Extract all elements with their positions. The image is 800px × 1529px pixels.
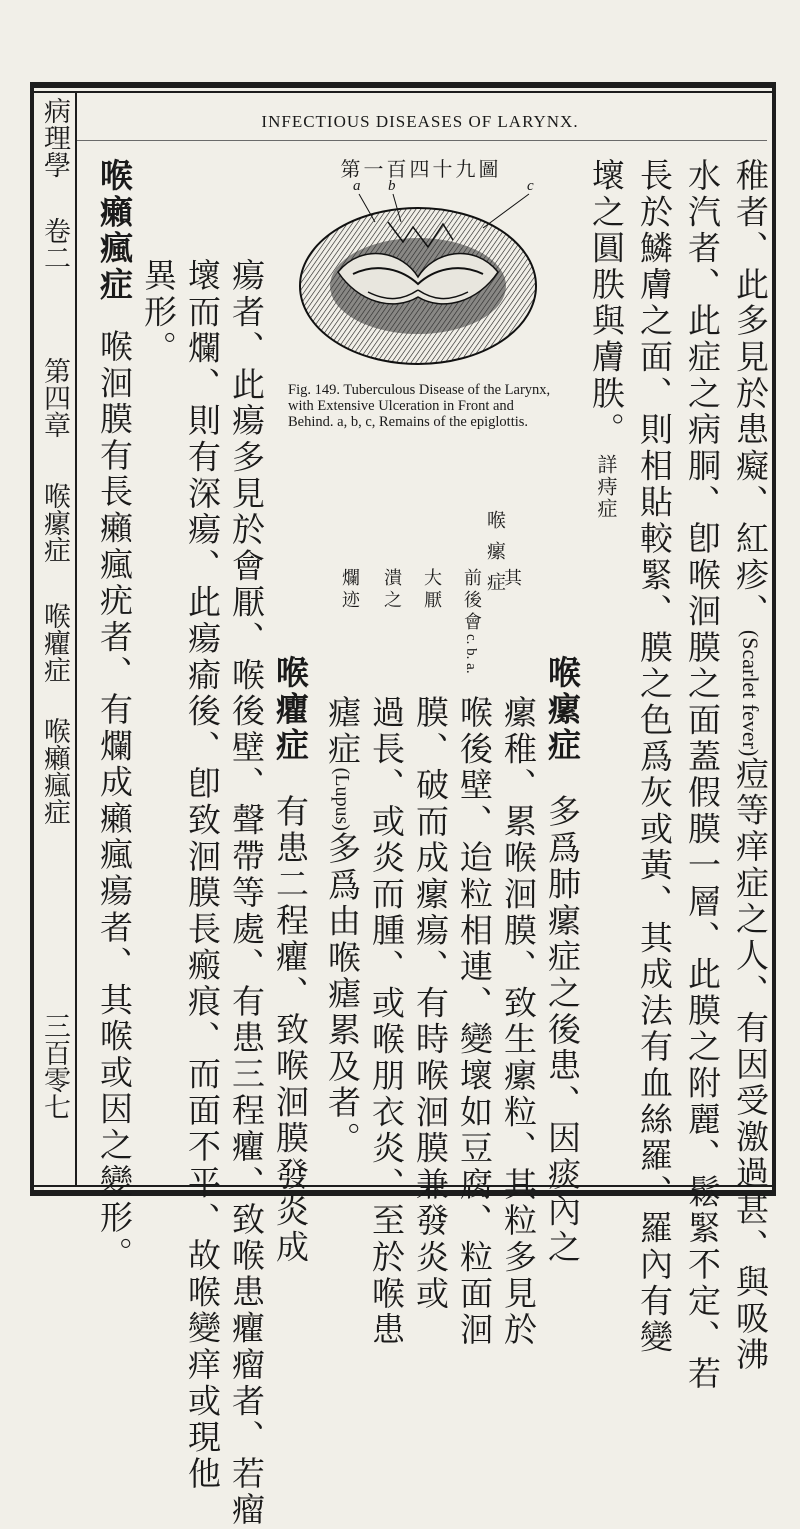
- legend-title: 喉瘰症: [484, 510, 506, 603]
- side-topic-tuberculosis: 喉瘰症: [39, 482, 70, 563]
- side-book-title: 病理學: [39, 97, 70, 178]
- page-border-right: [772, 82, 776, 1196]
- leprosy-column: 喉癩瘋症喉洄膜有長癩瘋疣者、有爛成癩瘋瘍者、其喉或因之變形。: [95, 158, 134, 1274]
- legend-item-4: 潰之: [381, 568, 402, 612]
- legend-item-1: 其: [501, 568, 522, 590]
- detail-note: 詳痔症: [594, 454, 618, 521]
- leprosy-heading: 喉癩瘋症: [95, 158, 134, 304]
- side-chapter: 第四章: [39, 357, 70, 438]
- larynx-illustration: [293, 178, 543, 382]
- side-topic-syphilis: 喉癯症: [39, 602, 70, 683]
- legend-item-5: 爛迹: [339, 568, 360, 612]
- body-column-4: 壞之圓胅與膚胅。詳痔症: [587, 158, 626, 521]
- tuberculosis-column-4: 膜、破而成瘰瘍、有時喉洄膜兼發炎或: [411, 695, 450, 1313]
- page-border-top: [30, 82, 776, 88]
- legend-item-3: 大厭: [421, 568, 442, 612]
- figure-title: 第一百四十九圖: [340, 157, 502, 181]
- page-border-left: [30, 82, 34, 1196]
- syphilis-column-1: 喉癯症有患二程癯、致喉洄膜發炎成: [271, 655, 310, 1266]
- side-margin: [36, 97, 72, 1185]
- syphilis-column-4: 異形。: [139, 258, 178, 367]
- header-rule: [77, 140, 767, 141]
- body-column-2: 水汽者、此症之病胴、卽喉洄膜之面蓋假膜一層、此膜之附麗、鬆緊不定、若: [683, 158, 722, 1393]
- syphilis-heading: 喉癯症: [271, 655, 310, 764]
- margin-rule: [75, 93, 77, 1185]
- tuberculosis-column-5: 過長、或炎而腫、或喉朋衣炎、至於喉患: [367, 695, 406, 1349]
- side-topic-leprosy: 喉癩瘋症: [39, 717, 70, 825]
- syphilis-column-3: 壞而爛、則有深瘍、此瘍瘉後、卽致洄膜長瘢痕、而面不平、故喉變痒或現他: [183, 258, 222, 1493]
- tuberculosis-heading: 喉瘰症: [543, 655, 582, 764]
- tuberculosis-column-2: 瘰稚、累喉洄膜、致生瘰粒、其粒多見於: [499, 695, 538, 1349]
- running-head: INFECTIOUS DISEASES OF LARYNX.: [261, 112, 579, 131]
- lupus-column: 瘧症(Lupus)多爲由喉瘧累及者。: [323, 695, 362, 1158]
- tuberculosis-column-1: 喉瘰症多爲肺瘰症之後患、因痰內之: [543, 655, 582, 1266]
- lupus-term: (Lupus): [331, 767, 353, 831]
- figure-label-c: c: [527, 178, 534, 194]
- tuberculosis-column-3: 喉後壁、迨粒相連、變壞如豆腐、粒面洄: [455, 695, 494, 1349]
- figure-label-a: a: [353, 178, 361, 194]
- scarlet-fever-term: (Scarlet fever): [738, 629, 763, 757]
- legend-item-2: 前後會c. b. a.: [461, 568, 482, 674]
- side-volume: 卷二: [39, 217, 70, 271]
- side-page-number: 三百零七: [39, 1012, 70, 1120]
- page-border-top-inner: [30, 91, 776, 93]
- body-column-1: 稚者、此多見於患癡、紅疹、(Scarlet fever)痘等痒症之人、有因受激過甚、與吸沸: [731, 158, 770, 1374]
- syphilis-column-2: 瘍者、此瘍多見於會厭、喉後壁、聲帶等處、有患三程癯、致喉患癯瘤者、若瘤: [227, 258, 266, 1529]
- body-column-3: 長於鱗膚之面、則相貼較緊、膜之色爲灰或黃、其成法有血絲羅、羅內有變: [635, 158, 674, 1356]
- figure-caption: Fig. 149. Tuberculous Disease of the Larynx, with Extensive Ulceration in Front and Behind. a, b, c, Remains of the epiglottis.: [288, 382, 551, 430]
- figure-label-b: b: [388, 178, 396, 194]
